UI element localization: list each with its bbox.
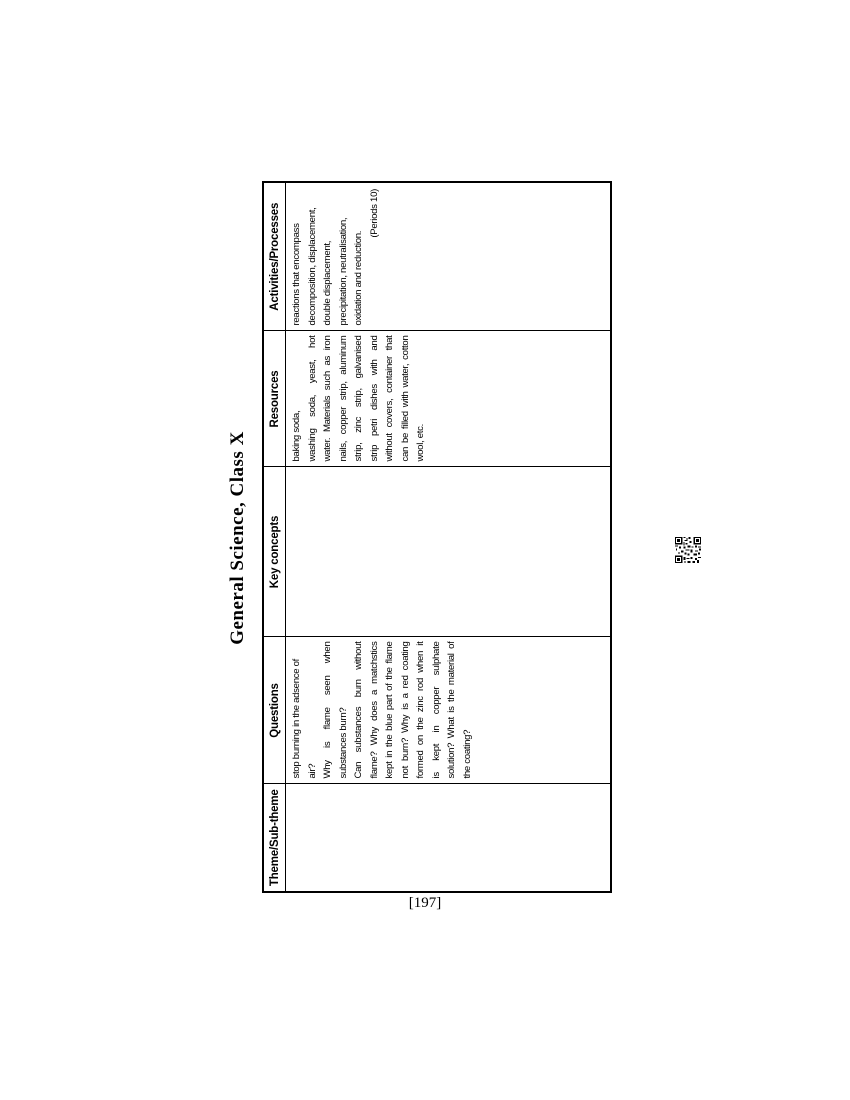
resources-line: can be filled with water, cotton	[399, 335, 411, 462]
questions-line: not burn? Why is a red coating	[399, 641, 411, 779]
resources-line: without covers, container that	[384, 335, 395, 462]
syllabus-table	[262, 181, 612, 893]
activities-line: reactions that encompass	[291, 223, 302, 326]
resources-line: strip, zinc strip, galvanised	[353, 335, 364, 462]
header-key-concepts: Key concepts	[263, 467, 286, 637]
questions-line: the coating?	[461, 729, 473, 779]
activities-line: precipitation, neutralisation,	[337, 217, 349, 326]
activities-line: oxidation and reduction.	[353, 230, 364, 326]
header-activities: Activities/Processes	[263, 182, 286, 331]
questions-line: air?	[306, 763, 318, 779]
questions-line: Can substances burn without	[353, 641, 364, 779]
resources-line: nails, copper strip, aluminum	[337, 335, 349, 462]
activities-line: double displacement,	[322, 240, 333, 326]
questions-line: solution? What is the material of	[446, 641, 457, 779]
resources-line: baking soda,	[291, 410, 302, 462]
resources-line: washing soda, yeast, hot	[306, 335, 318, 462]
cell-theme	[286, 784, 612, 892]
table-header-row	[263, 182, 286, 892]
cell-questions	[286, 637, 612, 784]
questions-line: stop burning in the adsence of	[291, 658, 302, 779]
questions-line: flame? Why does a matchstics	[368, 641, 380, 779]
header-theme: Theme/Sub-theme	[263, 784, 286, 892]
cell-resources	[286, 331, 612, 467]
header-questions: Questions	[263, 637, 286, 784]
resources-line: wool, etc.	[415, 423, 426, 462]
cell-activities	[286, 182, 612, 331]
questions-line: substances burn?	[337, 707, 349, 779]
qr-code-icon[interactable]	[675, 537, 701, 563]
resources-line: water. Materials such as iron	[322, 335, 333, 462]
questions-line: Why is flame seen when	[322, 641, 333, 779]
page-number: [197]	[408, 895, 442, 911]
activities-line: decomposition, displacement,	[306, 207, 318, 326]
questions-line: kept in the blue part of the flame	[384, 641, 395, 779]
table-row	[286, 182, 612, 892]
questions-line: is kept in copper sulphate	[430, 641, 442, 779]
header-resources: Resources	[263, 331, 286, 467]
periods-label: (Periods 10)	[368, 189, 380, 238]
page-title: General Science, Class X	[227, 431, 248, 645]
resources-line: strip petri dishes with and	[368, 335, 380, 462]
cell-key-concepts	[286, 467, 612, 637]
syllabus-table-wrapper	[262, 183, 612, 893]
questions-line: formed on the zinc rod when it	[415, 641, 426, 779]
